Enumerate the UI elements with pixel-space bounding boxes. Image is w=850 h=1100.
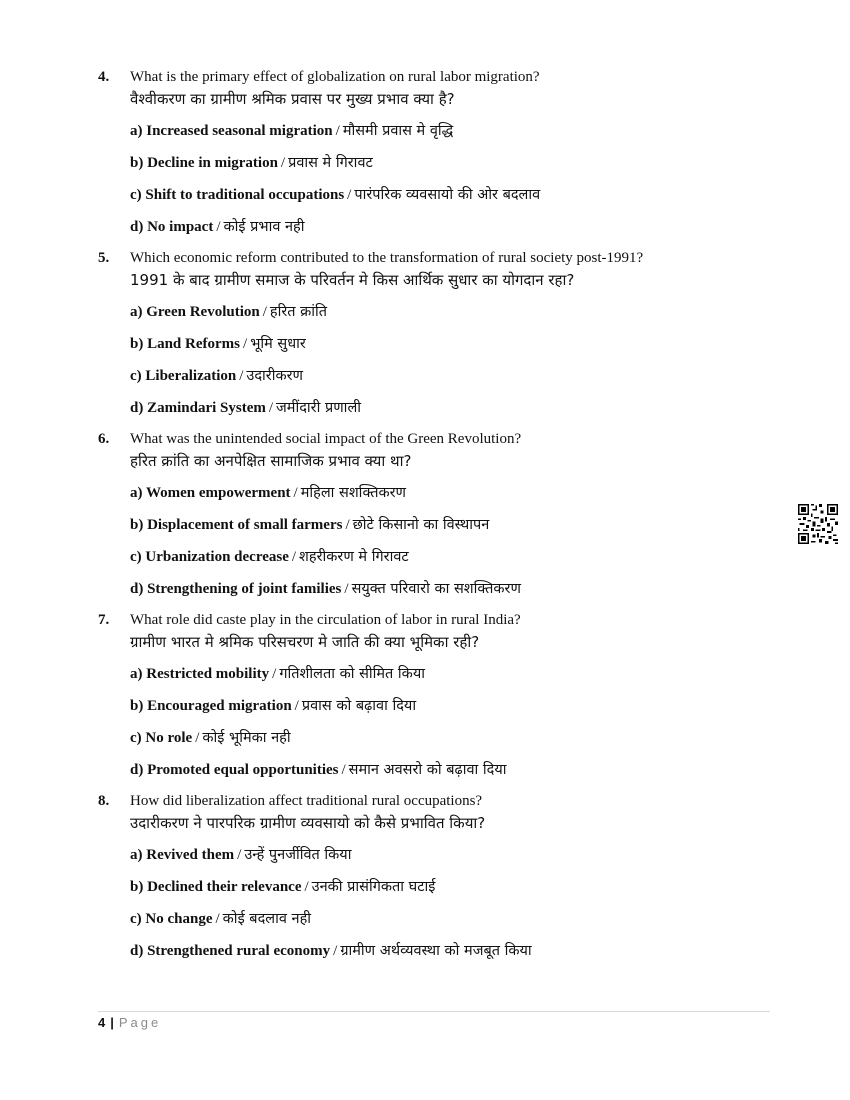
option-separator: / <box>294 698 299 714</box>
option-separator: / <box>243 336 248 352</box>
question-block <box>98 66 798 239</box>
option-item <box>130 843 798 867</box>
option-text-hindi: समान अवसरो को बढ़ावा दिया <box>348 762 507 778</box>
option-text-english: b) Land Reforms <box>130 336 241 352</box>
footer-divider <box>98 1011 770 1012</box>
option-text-english: d) Zamindari System <box>130 400 266 416</box>
option-text-hindi: कोई प्रभाव नही <box>223 219 305 235</box>
option-list <box>98 662 798 782</box>
option-item <box>130 364 798 388</box>
option-text-english: b) Encouraged migration <box>130 698 292 714</box>
option-separator: / <box>215 911 220 927</box>
option-text-english: b) Decline in migration <box>130 155 278 171</box>
option-separator: / <box>262 304 267 320</box>
option-separator: / <box>344 581 349 597</box>
question-number: 5. <box>98 250 110 266</box>
option-item <box>130 694 798 718</box>
question-text-english: What was the unintended social impact of the Green Revolution? <box>130 431 522 447</box>
question-text-hindi: वैश्वीकरण का ग्रामीण श्रमिक प्रवास पर मुख्य प्रभाव क्या है? <box>130 90 455 108</box>
option-text-english: d) Strengthening of joint families <box>130 581 342 597</box>
option-text-english: c) No change <box>130 911 213 927</box>
option-item <box>130 758 798 782</box>
option-text-hindi: ग्रामीण अर्थव्यवस्था को मजबूत किया <box>340 943 532 959</box>
option-text-hindi: शहरीकरण मे गिरावट <box>299 549 409 565</box>
option-item <box>130 726 798 750</box>
page-footer <box>98 1014 161 1032</box>
option-item <box>130 151 798 175</box>
option-text-hindi: प्रवास मे गिरावट <box>288 155 373 171</box>
question-list <box>98 66 798 971</box>
option-separator: / <box>280 155 286 171</box>
option-text-english: c) Liberalization <box>130 368 237 384</box>
option-text-hindi: कोई बदलाव नही <box>222 911 312 927</box>
option-separator: / <box>345 517 350 533</box>
option-item <box>130 481 798 505</box>
option-separator: / <box>195 730 200 746</box>
question-number: 8. <box>98 793 110 809</box>
question-text-english: Which economic reform contributed to the transformation of rural society post-1991? <box>130 250 644 266</box>
option-text-english: c) Shift to traditional occupations <box>130 187 345 203</box>
option-item <box>130 300 798 324</box>
option-list <box>98 119 798 239</box>
option-text-hindi: जमींदारी प्रणाली <box>276 400 362 416</box>
option-text-hindi: उदारीकरण <box>246 368 304 384</box>
option-text-english: c) No role <box>130 730 193 746</box>
qr-code-icon <box>798 504 838 544</box>
option-text-hindi: सयुक्त परिवारो का सशक्तिकरण <box>351 581 521 597</box>
option-text-hindi: प्रवास को बढ़ावा दिया <box>301 698 417 714</box>
question-text-hindi: उदारीकरण ने पारपरिक ग्रामीण व्यवसायो को कैसे प्रभावित किया? <box>130 814 486 832</box>
option-separator: / <box>268 400 274 416</box>
question-text-hindi: ग्रामीण भारत मे श्रमिक परिसचरण मे जाति की क्या भूमिका रही? <box>130 633 480 651</box>
option-item <box>130 396 798 420</box>
page-label: Page <box>118 1015 162 1030</box>
option-list <box>98 843 798 963</box>
option-text-english: a) Restricted mobility <box>130 666 270 682</box>
option-separator: / <box>239 368 244 384</box>
question-text-hindi: 1991 के बाद ग्रामीण समाज के परिवर्तन मे किस आर्थिक सुधार का योगदान रहा? <box>130 271 575 289</box>
option-item <box>130 119 798 143</box>
option-list <box>98 481 798 601</box>
option-text-hindi: छोटे किसानो का विस्थापन <box>352 517 490 533</box>
option-text-english: a) Women empowerment <box>130 485 291 501</box>
option-item <box>130 662 798 686</box>
question-number: 6. <box>98 431 110 447</box>
option-separator: / <box>304 879 309 895</box>
question-text-english: What is the primary effect of globalization on rural labor migration? <box>130 69 540 85</box>
option-text-hindi: गतिशीलता को सीमित किया <box>279 666 425 682</box>
option-item <box>130 545 798 569</box>
option-item <box>130 875 798 899</box>
option-item <box>130 577 798 601</box>
option-text-english: d) Promoted equal opportunities <box>130 762 339 778</box>
question-block <box>98 790 798 963</box>
option-separator: / <box>291 549 297 565</box>
option-text-hindi: महिला सशक्तिकरण <box>300 485 407 501</box>
option-item <box>130 907 798 931</box>
question-block <box>98 247 798 420</box>
option-separator: / <box>341 762 346 778</box>
option-separator: / <box>216 219 221 235</box>
question-text-hindi: हरित क्रांति का अनपेक्षित सामाजिक प्रभाव क्या था? <box>130 452 412 470</box>
option-item <box>130 215 798 239</box>
question-number: 4. <box>98 69 110 85</box>
option-separator: / <box>272 666 277 682</box>
option-text-english: a) Revived them <box>130 847 235 863</box>
option-text-english: b) Declined their relevance <box>130 879 302 895</box>
question-text-english: How did liberalization affect traditional rural occupations? <box>130 793 483 809</box>
option-text-english: d) No impact <box>130 219 214 235</box>
option-separator: / <box>333 943 338 959</box>
question-text-english: What role did caste play in the circulation of labor in rural India? <box>130 612 521 628</box>
option-text-hindi: मौसमी प्रवास मे वृद्धि <box>342 123 454 139</box>
question-block <box>98 428 798 601</box>
option-text-english: a) Green Revolution <box>130 304 260 320</box>
question-block <box>98 609 798 782</box>
option-text-hindi: हरित क्रांति <box>269 304 328 320</box>
footer-separator: | <box>110 1015 114 1030</box>
option-text-hindi: पारंपरिक व्यवसायो की ओर बदलाव <box>354 187 541 203</box>
option-text-english: d) Strengthened rural economy <box>130 943 331 959</box>
option-text-english: a) Increased seasonal migration <box>130 123 333 139</box>
option-text-english: b) Displacement of small farmers <box>130 517 343 533</box>
option-item <box>130 939 798 963</box>
option-list <box>98 300 798 420</box>
option-separator: / <box>347 187 352 203</box>
option-item <box>130 332 798 356</box>
option-item <box>130 183 798 207</box>
option-text-hindi: उन्हें पुनर्जीवित किया <box>244 847 352 863</box>
option-text-english: c) Urbanization decrease <box>130 549 289 565</box>
question-number: 7. <box>98 612 110 628</box>
option-text-hindi: उनकी प्रासंगिकता घटाई <box>311 879 436 895</box>
option-text-hindi: कोई भूमिका नही <box>202 730 291 746</box>
option-separator: / <box>335 123 340 139</box>
option-separator: / <box>237 847 242 863</box>
option-item <box>130 513 798 537</box>
option-separator: / <box>293 485 298 501</box>
option-text-hindi: भूमि सुधार <box>250 336 306 352</box>
page-number: 4 <box>98 1015 106 1030</box>
